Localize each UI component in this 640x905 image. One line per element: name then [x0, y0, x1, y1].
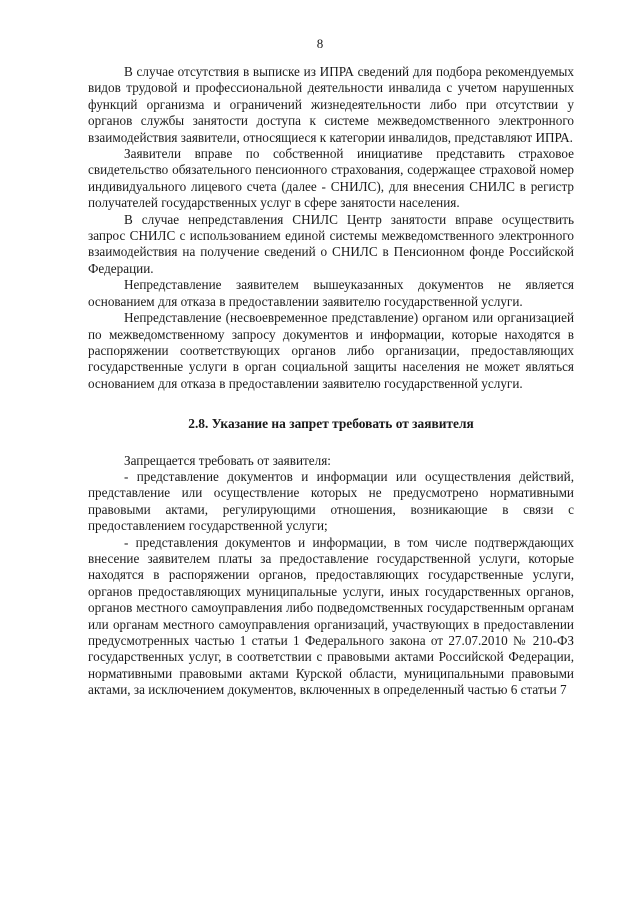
paragraph-non-submission: Непредставление заявителем вышеуказанных документов не является основанием для отказа в предоставлении заявителю государственной услуги. — [88, 277, 574, 309]
page-content — [88, 64, 574, 699]
paragraph-prohibited-item-1: - представление документов и информации или осуществления действий, представление или осуществление которых не предусмотрено нормативными правовыми актами, регулирующими отношения, возникающие в связи с предоставлением государственной услуги; — [88, 468, 574, 534]
paragraph-snils-voluntary: Заявители вправе по собственной инициативе представить страховое свидетельство обязательного пенсионного страхования, содержащее страховой номер индивидуального лицевого счета (далее - СНИЛС), для внесения СНИЛС в регистр получателей государственных услуг в сфере занятости населения. — [88, 146, 574, 211]
paragraph-snils-request: В случае непредставления СНИЛС Центр занятости вправе осуществить запрос СНИЛС с использованием единой системы межведомственного электронного взаимодействия на получение сведений о СНИЛС в Пенсионном фонде Российской Федерации. — [88, 211, 574, 276]
paragraph-interagency: Непредставление (несвоевременное представление) органом или организацией по межведомственному запросу документов и информации, которые находятся в распоряжении соответствующих органов либо организации, предоставляющих государственные услуги в орган социальной защиты населения не может являться основанием для отказа в предоставлении заявителю государственной услуги. — [88, 310, 574, 391]
paragraph-prohibited-item-2: - представления документов и информации, в том числе подтверждающих внесение заявителем платы за предоставление государственной услуги, которые находятся в распоряжении органов, предоставляющих государственные услуги, органов предоставляющих муниципальные услуги, иных государственных органов, органов местного самоуправления либо подведомственных государственным органам или органам местного самоуправления организаций, участвующих в предоставлении предусмотренных частью 1 статьи 1 Федерального закона от 27.07.2010 № 210-ФЗ государственных услуг, в соответствии с правовыми актами Российской Федерации, нормативными правовыми актами Курской области, муниципальными правовыми актами, за исключением документов, включенных в определенный частью 6 статьи 7 — [88, 534, 574, 698]
section-heading: 2.8. Указание на запрет требовать от заявителя — [188, 416, 474, 432]
page-number: 8 — [316, 36, 324, 51]
paragraph-ipra: В случае отсутствия в выписке из ИПРА сведений для подбора рекомендуемых видов трудовой и профессиональной деятельности инвалида с учетом нарушенных функций организма и ограничений жизнедеятельности либо при отсутствии у органов службы занятости доступа к системе межведомственного электронного взаимодействия заявители, относящиеся к категории инвалидов, представляют ИПРА. — [88, 64, 574, 145]
paragraph-prohibited-intro: Запрещается требовать от заявителя: — [124, 452, 331, 468]
